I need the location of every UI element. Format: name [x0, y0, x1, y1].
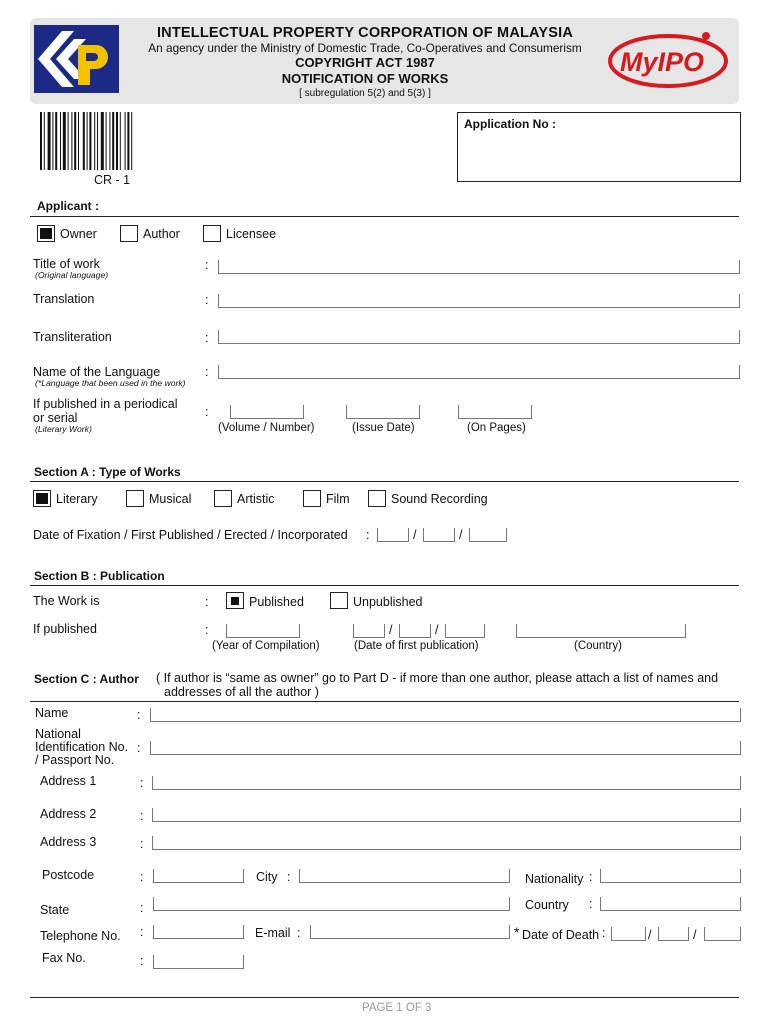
address3-field[interactable] — [152, 836, 741, 850]
postcode-field[interactable] — [153, 869, 244, 883]
divider — [30, 481, 739, 482]
volume-field[interactable] — [230, 405, 304, 419]
slash: / — [693, 928, 697, 942]
colon: : — [287, 870, 291, 884]
telephone-label: Telephone No. — [40, 929, 121, 943]
translation-field[interactable] — [218, 294, 740, 308]
required-asterisk: * — [514, 924, 520, 940]
colon: : — [140, 837, 144, 851]
death-day-field[interactable] — [611, 927, 646, 941]
ipc-logo — [34, 25, 119, 93]
literary-checkbox[interactable] — [33, 490, 51, 507]
colon: : — [140, 925, 144, 939]
colon: : — [140, 870, 144, 884]
pages-field[interactable] — [458, 405, 532, 419]
colon: : — [366, 528, 370, 542]
unpublished-label: Unpublished — [353, 595, 423, 609]
year-of-compilation-field[interactable] — [226, 624, 300, 638]
fixation-month-field[interactable] — [423, 528, 455, 542]
periodical-label: If published in a periodical — [33, 397, 178, 411]
slash: / — [435, 623, 439, 637]
issue-date-field[interactable] — [346, 405, 420, 419]
act-title: COPYRIGHT ACT 1987 — [295, 55, 435, 70]
transliteration-field[interactable] — [218, 330, 740, 344]
artistic-checkbox[interactable] — [214, 490, 232, 507]
colon: : — [205, 595, 209, 609]
colon: : — [140, 901, 144, 915]
form-title: NOTIFICATION OF WORKS — [281, 71, 449, 86]
language-field[interactable] — [218, 365, 740, 379]
colon: : — [205, 293, 209, 307]
literary-label: Literary — [56, 492, 98, 506]
section-c-heading: Section C : Author — [34, 672, 139, 686]
divider — [30, 701, 739, 702]
email-field[interactable] — [310, 925, 510, 939]
publication-country-field[interactable] — [516, 624, 686, 638]
myipo-logo-text: MyIPO — [620, 47, 705, 77]
country-caption: (Country) — [574, 640, 622, 652]
nid-passport-field[interactable] — [150, 741, 741, 755]
country-field[interactable] — [600, 897, 741, 911]
title-of-work-sublabel: (Original language) — [35, 270, 109, 280]
divider — [30, 585, 739, 586]
city-label: City — [256, 870, 278, 884]
slash: / — [413, 528, 417, 542]
nationality-field[interactable] — [600, 869, 741, 883]
colon: : — [589, 897, 593, 911]
musical-label: Musical — [149, 492, 192, 506]
org-name: INTELLECTUAL PROPERTY CORPORATION OF MALAYSIA — [156, 25, 574, 41]
state-label: State — [40, 903, 70, 917]
email-label: E-mail — [255, 926, 291, 940]
colon: : — [602, 926, 606, 940]
section-c-note-2: addresses of all the author ) — [164, 685, 319, 699]
section-c-note: ( If author is “same as owner” go to Part D - if more than one author, please attach a list of names and — [156, 671, 719, 685]
form-code: CR - 1 — [94, 173, 131, 187]
state-field[interactable] — [153, 897, 510, 911]
colon: : — [205, 623, 209, 637]
author-name-field[interactable] — [150, 708, 741, 722]
section-a-heading: Section A : Type of Works — [34, 465, 181, 479]
first-pub-day-field[interactable] — [353, 624, 385, 638]
published-label: Published — [249, 595, 304, 609]
divider — [30, 216, 739, 217]
colon: : — [140, 776, 144, 790]
country-label: Country — [525, 898, 569, 912]
city-field[interactable] — [299, 869, 510, 883]
colon: : — [205, 405, 209, 419]
colon: : — [140, 954, 144, 968]
address1-label: Address 1 — [40, 774, 97, 788]
date-of-fixation-label: Date of Fixation / First Published / Erected / Incorporated — [33, 528, 348, 542]
published-checkbox[interactable] — [226, 592, 244, 609]
date-first-pub-caption: (Date of first publication) — [354, 640, 479, 652]
fixation-day-field[interactable] — [377, 528, 409, 542]
owner-checkbox[interactable] — [37, 225, 55, 242]
nationality-label: Nationality — [525, 872, 584, 886]
first-pub-year-field[interactable] — [445, 624, 485, 638]
slash: / — [648, 928, 652, 942]
fax-field[interactable] — [153, 955, 244, 969]
regulation-note: [ subregulation 5(2) and 5(3) ] — [299, 88, 431, 99]
telephone-field[interactable] — [153, 925, 244, 939]
nid-label-3: / Passport No. — [35, 753, 115, 767]
film-label: Film — [326, 492, 350, 506]
nid-label-2: Identification No. — [35, 740, 129, 754]
name-label: Name — [35, 706, 69, 720]
title-of-work-label: Title of work — [33, 257, 100, 271]
licensee-checkbox[interactable] — [203, 225, 221, 242]
colon: : — [140, 809, 144, 823]
author-label: Author — [143, 227, 180, 241]
agency-line: An agency under the Ministry of Domestic Trade, Co-Operatives and Consumerism — [148, 41, 582, 55]
applicant-heading: Applicant : — [37, 199, 99, 213]
language-sublabel: (*Language that been used in the work) — [35, 378, 186, 388]
colon: : — [137, 741, 141, 755]
sound-recording-checkbox[interactable] — [368, 490, 386, 507]
pages-caption: (On Pages) — [467, 422, 526, 434]
title-of-work-field[interactable] — [218, 260, 740, 274]
translation-label: Translation — [33, 292, 95, 306]
slash: / — [389, 623, 393, 637]
colon: : — [205, 365, 209, 379]
fax-label: Fax No. — [42, 951, 86, 965]
nid-label: National — [35, 727, 81, 741]
unpublished-checkbox[interactable] — [330, 592, 348, 609]
address1-field[interactable] — [152, 776, 741, 790]
artistic-label: Artistic — [237, 492, 275, 506]
colon: : — [205, 331, 209, 345]
periodical-label-2: or serial — [33, 411, 78, 425]
postcode-label: Postcode — [42, 868, 95, 882]
death-year-field[interactable] — [704, 927, 741, 941]
if-published-label: If published — [33, 622, 97, 636]
musical-checkbox[interactable] — [126, 490, 144, 507]
address2-field[interactable] — [152, 808, 741, 822]
address2-label: Address 2 — [40, 807, 97, 821]
year-of-compilation-caption: (Year of Compilation) — [212, 640, 320, 652]
sound-recording-label: Sound Recording — [391, 492, 488, 506]
author-checkbox[interactable] — [120, 225, 138, 242]
colon: : — [589, 870, 593, 884]
owner-label: Owner — [60, 227, 97, 241]
volume-caption: (Volume / Number) — [218, 422, 315, 434]
application-no-label: Application No : — [464, 117, 556, 131]
licensee-label: Licensee — [226, 227, 277, 241]
language-label: Name of the Language — [33, 365, 161, 379]
periodical-sublabel: (Literary Work) — [35, 424, 92, 434]
film-checkbox[interactable] — [303, 490, 321, 507]
issue-date-caption: (Issue Date) — [352, 422, 415, 434]
myipo-logo — [606, 26, 730, 92]
address3-label: Address 3 — [40, 835, 97, 849]
barcode — [40, 112, 186, 177]
footer-divider — [30, 997, 739, 998]
page-number: PAGE 1 OF 3 — [362, 1002, 432, 1014]
transliteration-label: Transliteration — [33, 330, 112, 344]
work-is-label: The Work is — [33, 594, 100, 608]
fixation-year-field[interactable] — [469, 528, 507, 542]
first-pub-month-field[interactable] — [399, 624, 431, 638]
colon: : — [205, 258, 209, 272]
death-month-field[interactable] — [658, 927, 689, 941]
colon: : — [297, 926, 301, 940]
date-of-death-label: Date of Death — [522, 928, 600, 942]
slash: / — [459, 528, 463, 542]
section-b-heading: Section B : Publication — [34, 569, 165, 583]
colon: : — [137, 708, 141, 722]
